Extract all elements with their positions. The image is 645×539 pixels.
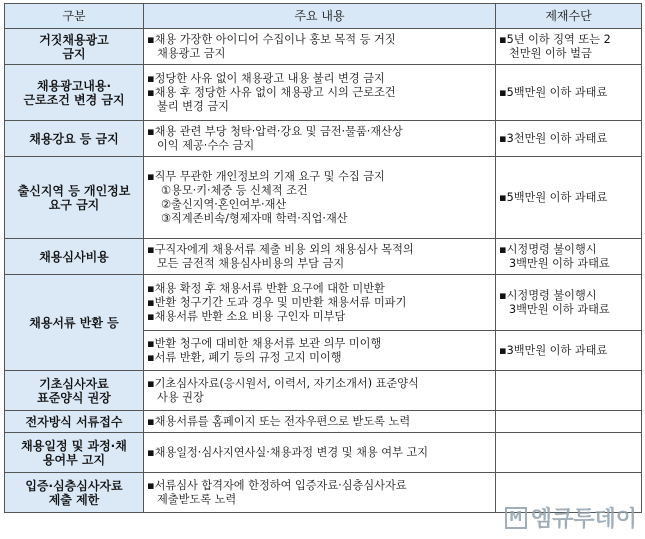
category-cell: 채용서류 반환 등 xyxy=(5,275,144,371)
sanction-cell xyxy=(496,433,642,473)
mqtoday-logo-icon: M xyxy=(505,507,527,529)
header-category: 구분 xyxy=(5,4,144,29)
table-row xyxy=(5,411,642,433)
watermark-text: 엠큐투데이 xyxy=(530,507,637,532)
sanction-cell: ▪3백만원 이하 과태료 xyxy=(496,331,642,371)
sanction-cell xyxy=(496,371,642,411)
sanction-cell: ▪5백만원 이하 과태료 xyxy=(496,157,642,239)
content-cell: ▪직무 무관한 개인정보의 기재 요구 및 수집 금지 ①용모·키·체중 등 신체적 조건 ②출신지역·혼인여부·재산 ③직계존비속/형제자매 학력·직업·재산 xyxy=(144,157,496,239)
content-cell: ▪채용 가장한 아이디어 수집이나 홍보 목적 등 거짓 채용광고 금지 xyxy=(144,29,496,65)
sanction-cell xyxy=(496,411,642,433)
content-cell: ▪채용일정·심사지연사실·채용과정 변경 및 채용 여부 고지 xyxy=(144,433,496,473)
category-cell: 채용광고내용· 근로조건 변경 금지 xyxy=(5,65,144,121)
category-cell: 전자방식 서류접수 xyxy=(5,411,144,433)
content-cell: ▪채용 관련 부당 청탁·압력·강요 및 금전·물품·재산상 이익 제공·수수 금지 xyxy=(144,121,496,157)
content-cell: ▪정당한 사유 없이 채용광고 내용 불리 변경 금지 ▪채용 후 정당한 사유 없이 채용광고 시의 근로조건 불리 변경 금지 xyxy=(144,65,496,121)
category-cell: 채용심사비용 xyxy=(5,239,144,275)
category-cell: 입증·심층심사자료 제출 제한 xyxy=(5,473,144,513)
sanction-cell: ▪5년 이하 징역 또는 2 천만원 이하 벌금 xyxy=(496,29,642,65)
mqtoday-watermark xyxy=(505,502,637,533)
sanction-cell: ▪시정명령 불이행시 3백만원 이하 과태료 xyxy=(496,275,642,331)
header-main-content: 주요 내용 xyxy=(144,4,496,29)
table-row xyxy=(5,433,642,473)
category-cell: 채용강요 등 금지 xyxy=(5,121,144,157)
table-row xyxy=(5,371,642,411)
category-cell: 거짓채용광고 금지 xyxy=(5,29,144,65)
table-header-row xyxy=(5,4,642,29)
content-cell: ▪기초심사자료(응시원서, 이력서, 자기소개서) 표준양식 사용 권장 xyxy=(144,371,496,411)
content-cell: ▪채용서류를 홈페이지 또는 전자우편으로 받도록 노력 xyxy=(144,411,496,433)
category-cell: 채용일정 및 과정·채 용여부 고지 xyxy=(5,433,144,473)
content-cell: ▪반환 청구에 대비한 채용서류 보관 의무 미이행 ▪서류 반환, 폐기 등의 규정 고지 미이행 xyxy=(144,331,496,371)
recruitment-regulation-table xyxy=(4,3,642,513)
table-row xyxy=(5,275,642,331)
category-cell: 기초심사자료 표준양식 권장 xyxy=(5,371,144,411)
content-cell: ▪채용 확정 후 채용서류 반환 요구에 대한 미반환 ▪반환 청구기간 도과 경우 및 미반환 채용서류 미파기 ▪채용서류 반환 소요 비용 구인자 미부담 xyxy=(144,275,496,331)
sanction-cell: ▪3천만원 이하 과태료 xyxy=(496,121,642,157)
sanction-cell: ▪5백만원 이하 과태료 xyxy=(496,65,642,121)
table-row xyxy=(5,121,642,157)
category-cell: 출신지역 등 개인정보 요구 금지 xyxy=(5,157,144,239)
content-cell: ▪구직자에게 채용서류 제출 비용 외의 채용심사 목적의 모든 금전적 채용심사비용의 부담 금지 xyxy=(144,239,496,275)
table-row xyxy=(5,157,642,239)
table-row xyxy=(5,29,642,65)
table-row xyxy=(5,65,642,121)
table-row xyxy=(5,239,642,275)
header-sanction: 제재수단 xyxy=(496,4,642,29)
content-cell: ▪서류심사 합격자에 한정하여 입증자료·심층심사자료 제출받도록 노력 xyxy=(144,473,496,513)
sanction-cell: ▪시정명령 불이행시 3백만원 이하 과태료 xyxy=(496,239,642,275)
